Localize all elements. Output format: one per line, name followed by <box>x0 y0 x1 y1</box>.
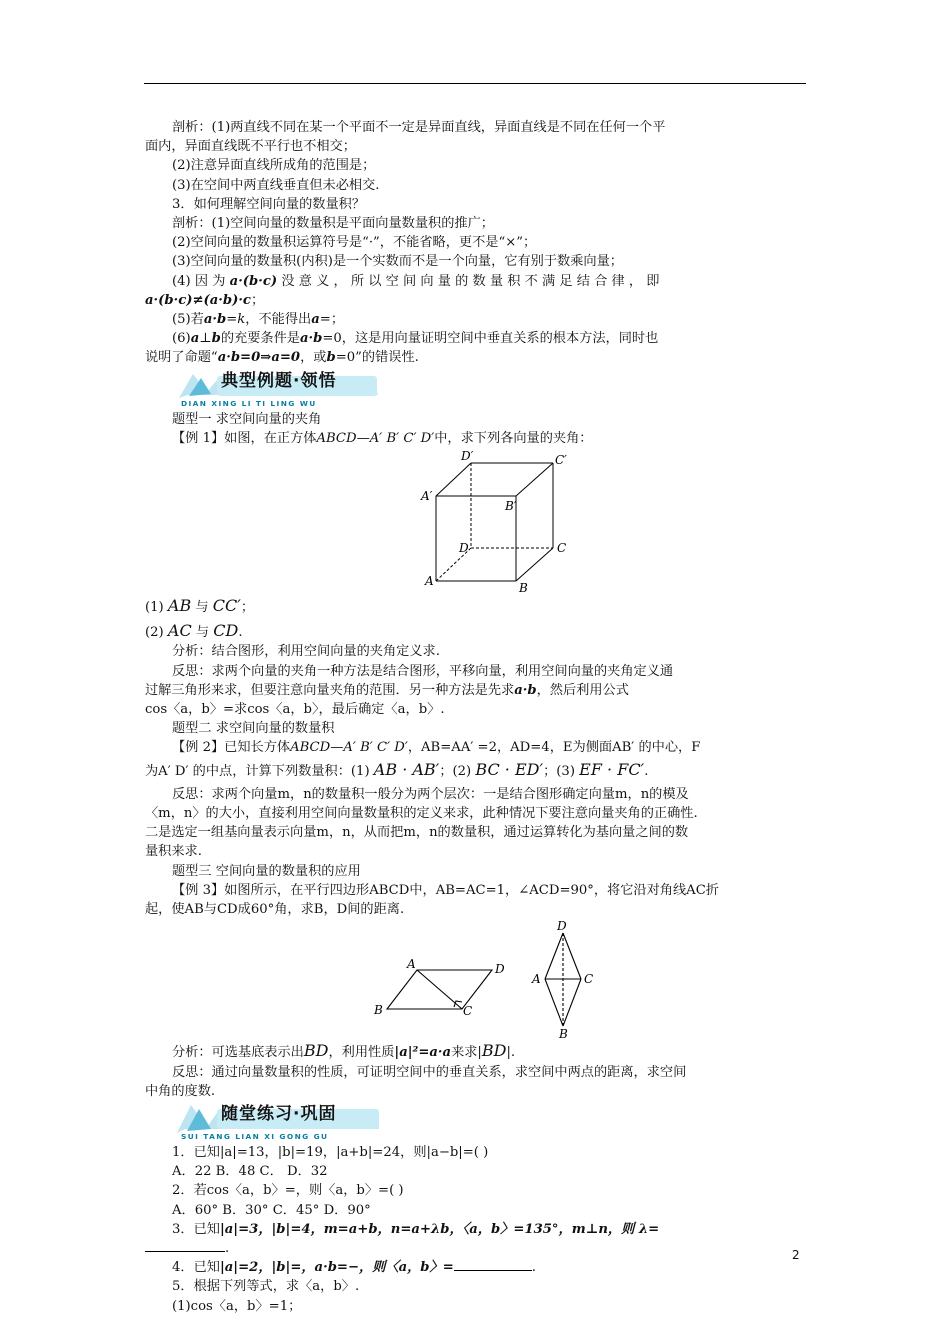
exercise-line: 1．已知|a|=13，|b|=19，|a+b|=24，则|a−b|=( ) <box>172 1144 489 1160</box>
text-span: (4) 因 为 <box>172 273 226 289</box>
answer-blank[interactable] <box>145 1239 225 1252</box>
vector-expr: a·(b·c) <box>229 273 278 289</box>
section-banner-typical-examples <box>173 370 805 410</box>
vector-expr: AB <box>167 596 192 616</box>
vertex-label: C <box>557 541 567 556</box>
vertex-label: C <box>584 972 594 987</box>
banner-title: 随堂练习·巩固 <box>221 1103 337 1124</box>
exercise-options: A．60° B．30° C．45° D．90° <box>172 1202 371 1218</box>
text-line <box>145 738 805 757</box>
banner-subtitle: DIAN XING LI TI LING WU <box>181 398 317 408</box>
vector-expr: |a|²=a·a <box>394 1045 452 1061</box>
text-line: (2)空间向量的数量积运算符号是“·”，不能省略，更不是“×”； <box>172 235 537 251</box>
text-span: ，利用性质 <box>328 1045 395 1061</box>
vector-expr: a·b <box>300 331 323 347</box>
vertex-label: A <box>425 574 434 589</box>
vector-expr: AC <box>167 621 192 641</box>
text-line: 二是选定一组基向量表示向量m，n，从而把m，n的数量积，通过运算转化为基向量之间的数 <box>145 825 689 841</box>
edge <box>516 548 553 581</box>
text-span: 中，求下列各向量的夹角： <box>434 430 593 446</box>
text-span: 与 <box>195 625 210 641</box>
vertex-label: B <box>559 1027 568 1042</box>
text-span: ；(3) <box>543 763 575 779</box>
text-line: 中角的度数. <box>145 1083 216 1099</box>
text-line: 起，使AB与CD成60°角，求B，D间的距离. <box>145 902 405 918</box>
vector-expr: b <box>326 350 336 366</box>
text-span: ；(2) <box>439 763 472 779</box>
text-span: 3．已知 <box>172 1221 220 1237</box>
edge <box>563 979 581 1026</box>
text-span: ⊥ <box>199 331 212 347</box>
vector-expr: BC · ED′ <box>475 759 544 779</box>
text-span: 为A′ D′ 的中点，计算下列数量积：(1) <box>145 763 370 779</box>
vector-expr: a·b <box>203 312 227 328</box>
text-line <box>145 310 805 329</box>
answer-blank[interactable] <box>454 1258 532 1271</box>
text-line: 分析：结合图形，利用空间向量的夹角定义求. <box>172 644 440 660</box>
text-span: ； <box>240 600 255 616</box>
text-line: 面内，异面直线既不平行也不相交； <box>145 139 356 155</box>
exercise-line: 5．根据下列等式，求〈a，b〉. <box>172 1279 360 1295</box>
vertex-label: B <box>374 1003 383 1018</box>
text-span: 4．已知 <box>172 1260 220 1276</box>
text-line: 【例 3】如图所示，在平行四边形ABCD中，AB=AC=1，∠ACD=90°，将它沿对角线AC折 <box>172 882 719 898</box>
text-span: ABCD—A′ B′ C′ D′ <box>290 740 408 756</box>
edge <box>516 463 553 496</box>
vertex-label: A′ <box>421 489 433 504</box>
text-span: =0，这是用向量证明空间中垂直关系的根本方法，同时也 <box>322 331 659 347</box>
banner-title: 典型例题·领悟 <box>221 370 337 391</box>
text-span: ； <box>250 292 265 308</box>
vector-expr: BD <box>303 1041 329 1061</box>
text-span: 与 <box>195 600 209 616</box>
text-span: k <box>237 312 246 328</box>
exercise-line <box>145 1220 805 1239</box>
vector-expr: AB · AB′ <box>373 759 440 779</box>
vertex-label: D <box>495 962 505 977</box>
question-heading: 3．如何理解空间向量的数量积？ <box>172 196 366 212</box>
text-line: 反思：求两个向量m，n的数量积一般分为两个层次：一是结合图形确定向量m，n的模及 <box>172 786 689 802</box>
vector-expr: a <box>190 331 200 347</box>
type-heading: 题型三 空间向量的数量积的应用 <box>172 863 361 879</box>
text-line: 反思：通过向量数量积的性质，可证明空间中的垂直关系，求空间中两点的距离，求空间 <box>172 1064 687 1080</box>
vector-expr: b <box>211 331 221 347</box>
text-line: 剖析：(1)两直线不同在某一个平面不一定是异面直线，异面直线是不同在任何一个平 <box>172 120 666 135</box>
vector-expr: a·b=0⇒a=0 <box>217 350 301 366</box>
text-span: . <box>644 763 649 779</box>
edge <box>545 933 563 979</box>
text-span: =； <box>319 312 345 328</box>
text-span: ，AB=AA′ =2，AD=4，E为侧面AB′ 的中心，F <box>407 740 701 756</box>
text-span: . <box>531 1260 536 1276</box>
page-number: 2 <box>792 1248 800 1262</box>
text-span: = <box>226 312 238 328</box>
text-span: =0”的错误性. <box>335 350 419 366</box>
text-span: . <box>238 625 243 641</box>
banner-subtitle: SUI TANG LIAN XI GONG GU <box>181 1131 329 1141</box>
text-span: ，不能得出 <box>245 312 312 328</box>
vertex-label: D <box>459 541 469 556</box>
exercise-line <box>145 1258 805 1277</box>
text-span: 的充要条件是 <box>220 331 300 347</box>
text-span: (6) <box>172 331 191 347</box>
figure-row <box>145 919 805 1041</box>
text-span: . <box>225 1240 230 1256</box>
text-line: (3)在空间中两直线垂直但未必相交. <box>172 177 380 193</box>
text-line: (3)空间向量的数量积(内积)是一个实数而不是一个向量，它有别于数乘向量； <box>172 254 623 270</box>
exercise-line: 2．若cos〈a，b〉=，则〈a，b〉=( ) <box>172 1183 404 1199</box>
text-line: (2)注意异面直线所成角的范围是； <box>172 158 376 174</box>
text-line <box>145 760 805 781</box>
text-span: ，或 <box>300 350 327 366</box>
vector-expr: a·(b·c)≠(a·b)·c <box>145 292 251 308</box>
vector-expr: |a|=2，|b|=，a·b=−，则〈a，b〉= <box>219 1260 454 1276</box>
text-line: cos〈a，b〉=求cos〈a，b〉，最后确定〈a，b〉. <box>145 702 445 718</box>
exercise-options: A．22 B．48 C． D．32 <box>172 1164 328 1180</box>
exercise-line <box>145 1239 805 1258</box>
text-span: (5)若 <box>172 312 204 328</box>
text-line <box>145 348 805 367</box>
type-heading: 题型二 求空间向量的数量积 <box>172 721 335 737</box>
vertex-label: A <box>407 957 416 972</box>
text-line <box>145 1041 805 1062</box>
text-line: 〈m，n〉的大小，直接利用空间向量数量积的定义来求，此种情况下要注意向量夹角的正确性. <box>145 806 698 822</box>
text-line <box>145 621 805 642</box>
edge <box>436 463 471 496</box>
text-span: 过解三角形来求，但要注意向量夹角的范围．另一种方法是先求 <box>145 682 515 698</box>
section-banner-practice <box>173 1103 805 1143</box>
vector-expr: |a|=3，|b|=4，m=a+b，n=a+λb，〈a，b〉=135°，m⊥n，则 λ= <box>219 1221 660 1237</box>
type-heading: 题型一 求空间向量的夹角 <box>172 411 322 427</box>
text-span: (2) <box>145 625 164 641</box>
vector-expr: CD <box>213 621 239 641</box>
text-line <box>145 291 805 310</box>
text-span: 分析：可选基底表示出 <box>172 1045 304 1061</box>
vertex-label: D′ <box>461 449 474 464</box>
text-span: ，然后利用公式 <box>536 682 629 698</box>
exercise-line: (1)cos〈a，b〉=1； <box>172 1298 302 1314</box>
parallelogram-figure <box>372 957 512 1019</box>
cube-figure <box>413 449 567 596</box>
text-span: ABCD—A′ B′ C′ D′ <box>316 430 435 446</box>
text-span: 【例 2】已知长方体 <box>172 740 291 756</box>
text-line <box>145 429 805 448</box>
vertex-label: A <box>532 972 541 987</box>
text-span: |. <box>506 1045 516 1061</box>
tetrahedron-figure <box>525 919 615 1042</box>
text-line <box>145 272 805 291</box>
header-rule <box>144 83 806 84</box>
text-line <box>145 681 805 700</box>
text-span: 来求| <box>451 1045 482 1061</box>
vertex-label: B′ <box>505 499 517 514</box>
text-line <box>145 329 805 348</box>
vector-expr: CC′ <box>212 596 241 616</box>
vertex-label: D <box>557 919 567 934</box>
text-span: 没 意 义 ， 所 以 空 间 向 量 的 数 量 积 不 满 足 结 合 律 ， 即 <box>281 273 660 289</box>
text-line: 反思：求两个向量的夹角一种方法是结合图形，平移向量，利用空间向量的夹角定义通 <box>172 663 674 679</box>
text-span: 【例 1】如图，在正方体 <box>172 430 317 446</box>
edge <box>563 933 581 979</box>
vector-expr: a <box>311 312 320 328</box>
vertex-label: B <box>519 581 528 596</box>
text-line: 剖析：(1)空间向量的数量积是平面向量数量积的推广； <box>172 216 494 232</box>
vector-expr: EF · FC′ <box>579 759 645 779</box>
text-span: (1) <box>145 600 164 616</box>
vector-expr: BD <box>481 1041 507 1061</box>
page-content <box>145 118 805 1316</box>
edge <box>545 979 563 1026</box>
text-line: 量积来求. <box>145 844 202 860</box>
vertex-label: C <box>463 1004 473 1019</box>
vector-expr: a·b <box>514 682 537 698</box>
vertex-label: C′ <box>555 453 567 468</box>
text-line <box>145 596 805 617</box>
text-span: 说明了命题“ <box>145 350 218 366</box>
